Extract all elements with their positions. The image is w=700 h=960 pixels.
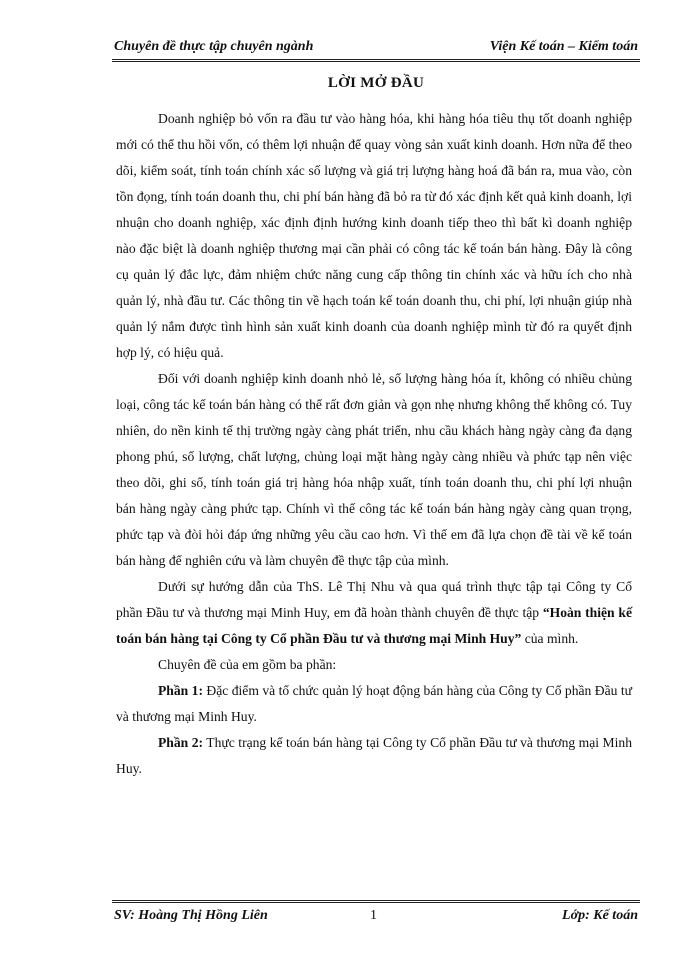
paragraph-guidance — [116, 574, 632, 652]
thesis-title: “Hoàn thiện kế toán bán hàng tại Công ty Cổ phần Đầu tư và thương mại Minh Huy” — [116, 605, 632, 646]
footer-class: Lớp: Kế toán — [562, 908, 638, 923]
part-1-text: Đặc điểm và tổ chức quản lý hoạt động bán hàng của Công ty Cổ phần Đầu tư và thương mại Minh Huy. — [116, 683, 632, 724]
page-title: LỜI MỞ ĐẦU — [327, 75, 425, 91]
paragraph-intro: Doanh nghiệp bỏ vốn ra đầu tư vào hàng hóa, khi hàng hóa tiêu thụ tốt doanh nghiệp mới có thể thu hồi vốn, có thêm lợi nhuận để quay vòng sản xuất kinh doanh. Hơn nữa để theo dõi, kiểm soát, tính toán chính xác số lượng và giá trị lượng hàng hoá đã bán ra, mua vào, còn tồn đọng, tính toán doanh thu, chi phí bán hàng đã bỏ ra từ đó xác định kết quả kinh doanh, lợi nhuận cho doanh nghiệp, xác định định hướng kinh doanh tiếp theo thì bất kì doanh nghiệp nào đặc biệt là doanh nghiệp thương mại cần phải có công tác kế toán bán hàng. Đây là công cụ quản lý đắc lực, đảm nhiệm chức năng cung cấp thông tin chính xác và hữu ích cho nhà quản lý, nhà đầu tư. Các thông tin về hạch toán kế toán doanh thu, chi phí, lợi nhuận giúp nhà quản lý nắm được tình hình sản xuất kinh doanh của doanh nghiệp mình từ đó ra quyết định hợp lý, có hiệu quả. — [116, 111, 632, 360]
document-body — [116, 106, 632, 782]
header-institute: Viện Kế toán – Kiểm toán — [489, 39, 638, 54]
page-footer — [112, 900, 640, 927]
page-header — [112, 37, 640, 62]
paragraph-small-business: Đối với doanh nghiệp kinh doanh nhỏ lẻ, số lượng hàng hóa ít, không có nhiều chủng loại, công tác kế toán bán hàng có thể rất đơn giản và gọn nhẹ nhưng không thể không có. Tuy nhiên, do nền kinh tế thị trường ngày càng phát triển, nhu cầu khách hàng ngày càng đa dạng phong phú, số lượng, chất lượng, chủng loại mặt hàng ngày càng nhiều và phức tạp nên việc theo dõi, ghi sổ, tính toán giá trị hàng hóa nhập xuất, tính toán doanh thu, chi phí lợi nhuận bán hàng ngày càng phức tạp. Chính vì thế công tác kế toán bán hàng ngày càng quan trọng, phức tạp và đòi hỏi đáp ứng những yêu cầu cao hơn. Vì thế em đã lựa chọn đề tài về kế toán bán hàng để nghiên cứu và làm chuyên đề thực tập của mình. — [116, 371, 632, 568]
paragraph-structure: Chuyên đề của em gồm ba phần: — [158, 657, 337, 672]
guidance-text: Dưới sự hướng dẫn của ThS. Lê Thị Nhu và qua quá trình thực tập tại Công ty Cổ phần Đầu tư và thương mại Minh Huy, em đã hoàn thành chuyên đề thực tập — [116, 579, 632, 620]
paragraph-part-2 — [116, 730, 632, 782]
header-course-title: Chuyên đề thực tập chuyên ngành — [114, 39, 314, 54]
guidance-tail: của mình. — [521, 631, 579, 646]
part-1-label: Phần 1: — [158, 683, 203, 698]
part-2-text: Thực trạng kế toán bán hàng tại Công ty Cổ phần Đầu tư và thương mại Minh Huy. — [116, 735, 632, 776]
page-number: 1 — [370, 908, 377, 923]
part-2-label: Phần 2: — [158, 735, 204, 750]
footer-student: SV: Hoàng Thị Hồng Liên — [114, 908, 268, 923]
paragraph-part-1 — [116, 678, 632, 730]
